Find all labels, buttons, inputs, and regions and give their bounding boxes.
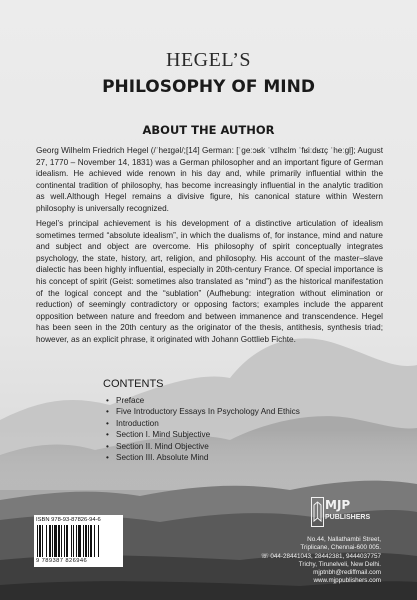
contents-heading: CONTENTS	[103, 378, 164, 390]
address-line: Triplicane, Chennai-600 005.	[300, 544, 381, 552]
publisher-address	[261, 536, 381, 586]
barcode-label	[34, 515, 123, 567]
website-line: www.mjppublishers.com	[313, 577, 381, 585]
contents-item: • Five Introductory Essays In Psychology And Ethics	[106, 406, 300, 417]
about-paragraph-2: Hegel’s principal achievement is his development of a distinctive articulation of idealism sometimes termed “absolute idealism”, in which the dualisms of, for instance, mind and nature and subject and object are overcome. His philosophy of spirit conceptually integrates psychology, the state, history, art, religion, and philosophy. His account of the master–slave dialectic has been highly influential, especially in 20th-century France. Of special importance is his concept of spirit (Geist: sometimes also translated as “mind”) as the historical manifestation of the logical concept and the “sublation” (Aufhebung: integration without elimination or reduction) of seemingly contradictory or opposing factors; examples include the apparent opposition between nature and freedom and between immanence and transcendence. Hegel has been seen in the 20th century as the originator of the thesis, antithesis, synthesis triad; however, as an explicit phrase, it originated with Johann Gottlieb Fichte.	[36, 219, 383, 344]
isbn-text: ISBN 978-93-87826-94-6	[36, 517, 101, 523]
contents-item: • Section II. Mind Objective	[106, 441, 300, 452]
title-line-1: HEGEL’S	[166, 49, 251, 71]
publisher-subtitle: PUBLISHERS	[325, 514, 371, 521]
email-line: mjptnbh@rediffmail.com	[313, 569, 381, 577]
contents-list	[106, 395, 300, 463]
about-paragraph-1: Georg Wilhelm Friedrich Hegel (/ˈheɪɡəl/;[14] German: [ˈɡeːɔʁk ˈvɪlhɛlm ˈfʁiːdʁɪç ˈheːɡl̩]; August 27, 1770 – November 14, 1831) was a German philosopher and an important figure of German idealism. He achieved wide renown in his day and, while primarily influential within the continental tradition of philosophy, has become increasingly influential in the analytic tradition as well.Although Hegel remains a divisive figure, his canonical stature within Western philosophy is universally recognized.	[36, 146, 383, 213]
barcode-digits: 9 789387 826946	[36, 558, 88, 564]
contents-item: • Section I. Mind Subjective	[106, 429, 300, 440]
address-line: No.44, Nallathambi Street,	[307, 536, 381, 543]
contents-item: • Introduction	[106, 418, 300, 429]
barcode-bars	[37, 525, 120, 557]
contents-item: • Preface	[106, 395, 300, 406]
contents-item: • Section III. Absolute Mind	[106, 452, 300, 463]
publisher-name: MJP	[325, 498, 351, 512]
address-line: Trichy, Tirunelveli, New Delhi.	[298, 560, 381, 568]
address-line: ☏ 044-28441043, 28442381, 9444037757	[260, 552, 381, 560]
publisher-logo	[311, 497, 383, 527]
title-line-2: PHILOSOPHY OF MIND	[102, 77, 315, 97]
mjp-book-logo-icon	[311, 497, 324, 527]
about-author-heading: ABOUT THE AUTHOR	[142, 123, 275, 137]
